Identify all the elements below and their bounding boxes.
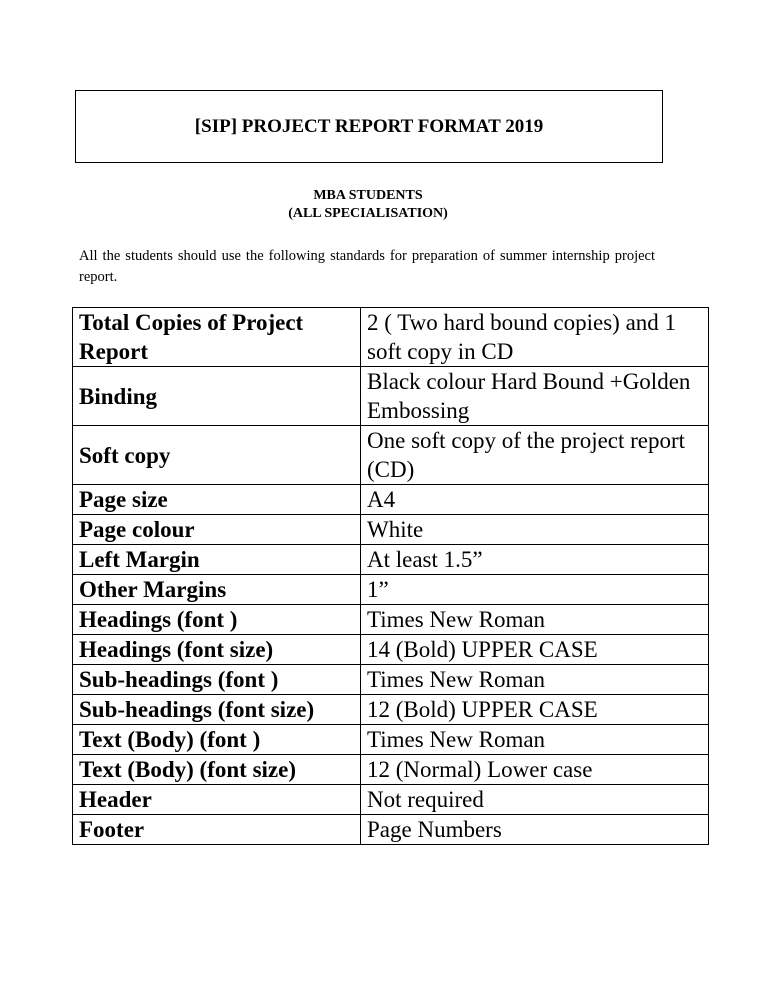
table-row <box>73 725 709 755</box>
table-row <box>73 367 709 426</box>
row-value: 14 (Bold) UPPER CASE <box>361 635 709 665</box>
row-label: Page size <box>73 485 361 515</box>
row-value: 12 (Normal) Lower case <box>361 755 709 785</box>
table-row <box>73 605 709 635</box>
table-row <box>73 665 709 695</box>
row-value: Black colour Hard Bound +Golden Embossing <box>361 367 709 426</box>
table-row <box>73 755 709 785</box>
row-value: Times New Roman <box>361 725 709 755</box>
row-value: Not required <box>361 785 709 815</box>
table-row <box>73 426 709 485</box>
row-label: Sub-headings (font size) <box>73 695 361 725</box>
row-value: White <box>361 515 709 545</box>
row-label: Left Margin <box>73 545 361 575</box>
row-label: Binding <box>73 367 361 426</box>
table-row <box>73 815 709 845</box>
document-title: [SIP] PROJECT REPORT FORMAT 2019 <box>194 115 544 137</box>
table-row <box>73 485 709 515</box>
row-value: Times New Roman <box>361 665 709 695</box>
row-label: Headings (font size) <box>73 635 361 665</box>
row-label: Soft copy <box>73 426 361 485</box>
format-table <box>72 307 709 845</box>
row-label: Headings (font ) <box>73 605 361 635</box>
row-label: Text (Body) (font ) <box>73 725 361 755</box>
row-label: Other Margins <box>73 575 361 605</box>
table-row <box>73 308 709 367</box>
row-value: 1” <box>361 575 709 605</box>
table-row <box>73 635 709 665</box>
row-value: Times New Roman <box>361 605 709 635</box>
row-label: Header <box>73 785 361 815</box>
row-value: One soft copy of the project report (CD) <box>361 426 709 485</box>
table-row <box>73 545 709 575</box>
intro-paragraph: All the students should use the following standards for preparation of summer internship project report. <box>79 248 655 285</box>
row-value: Page Numbers <box>361 815 709 845</box>
row-value: A4 <box>361 485 709 515</box>
title-box <box>75 90 663 163</box>
row-label: Text (Body) (font size) <box>73 755 361 785</box>
row-label: Total Copies of Project Report <box>73 308 361 367</box>
row-value: 12 (Bold) UPPER CASE <box>361 695 709 725</box>
subtitle-specialisation: (ALL SPECIALISATION) <box>288 206 448 221</box>
table-row <box>73 515 709 545</box>
table-row <box>73 785 709 815</box>
row-label: Footer <box>73 815 361 845</box>
row-value: 2 ( Two hard bound copies) and 1 soft copy in CD <box>361 308 709 367</box>
table-row <box>73 695 709 725</box>
table-row <box>73 575 709 605</box>
row-value: At least 1.5” <box>361 545 709 575</box>
subtitle-mba-students: MBA STUDENTS <box>313 188 423 203</box>
row-label: Page colour <box>73 515 361 545</box>
row-label: Sub-headings (font ) <box>73 665 361 695</box>
